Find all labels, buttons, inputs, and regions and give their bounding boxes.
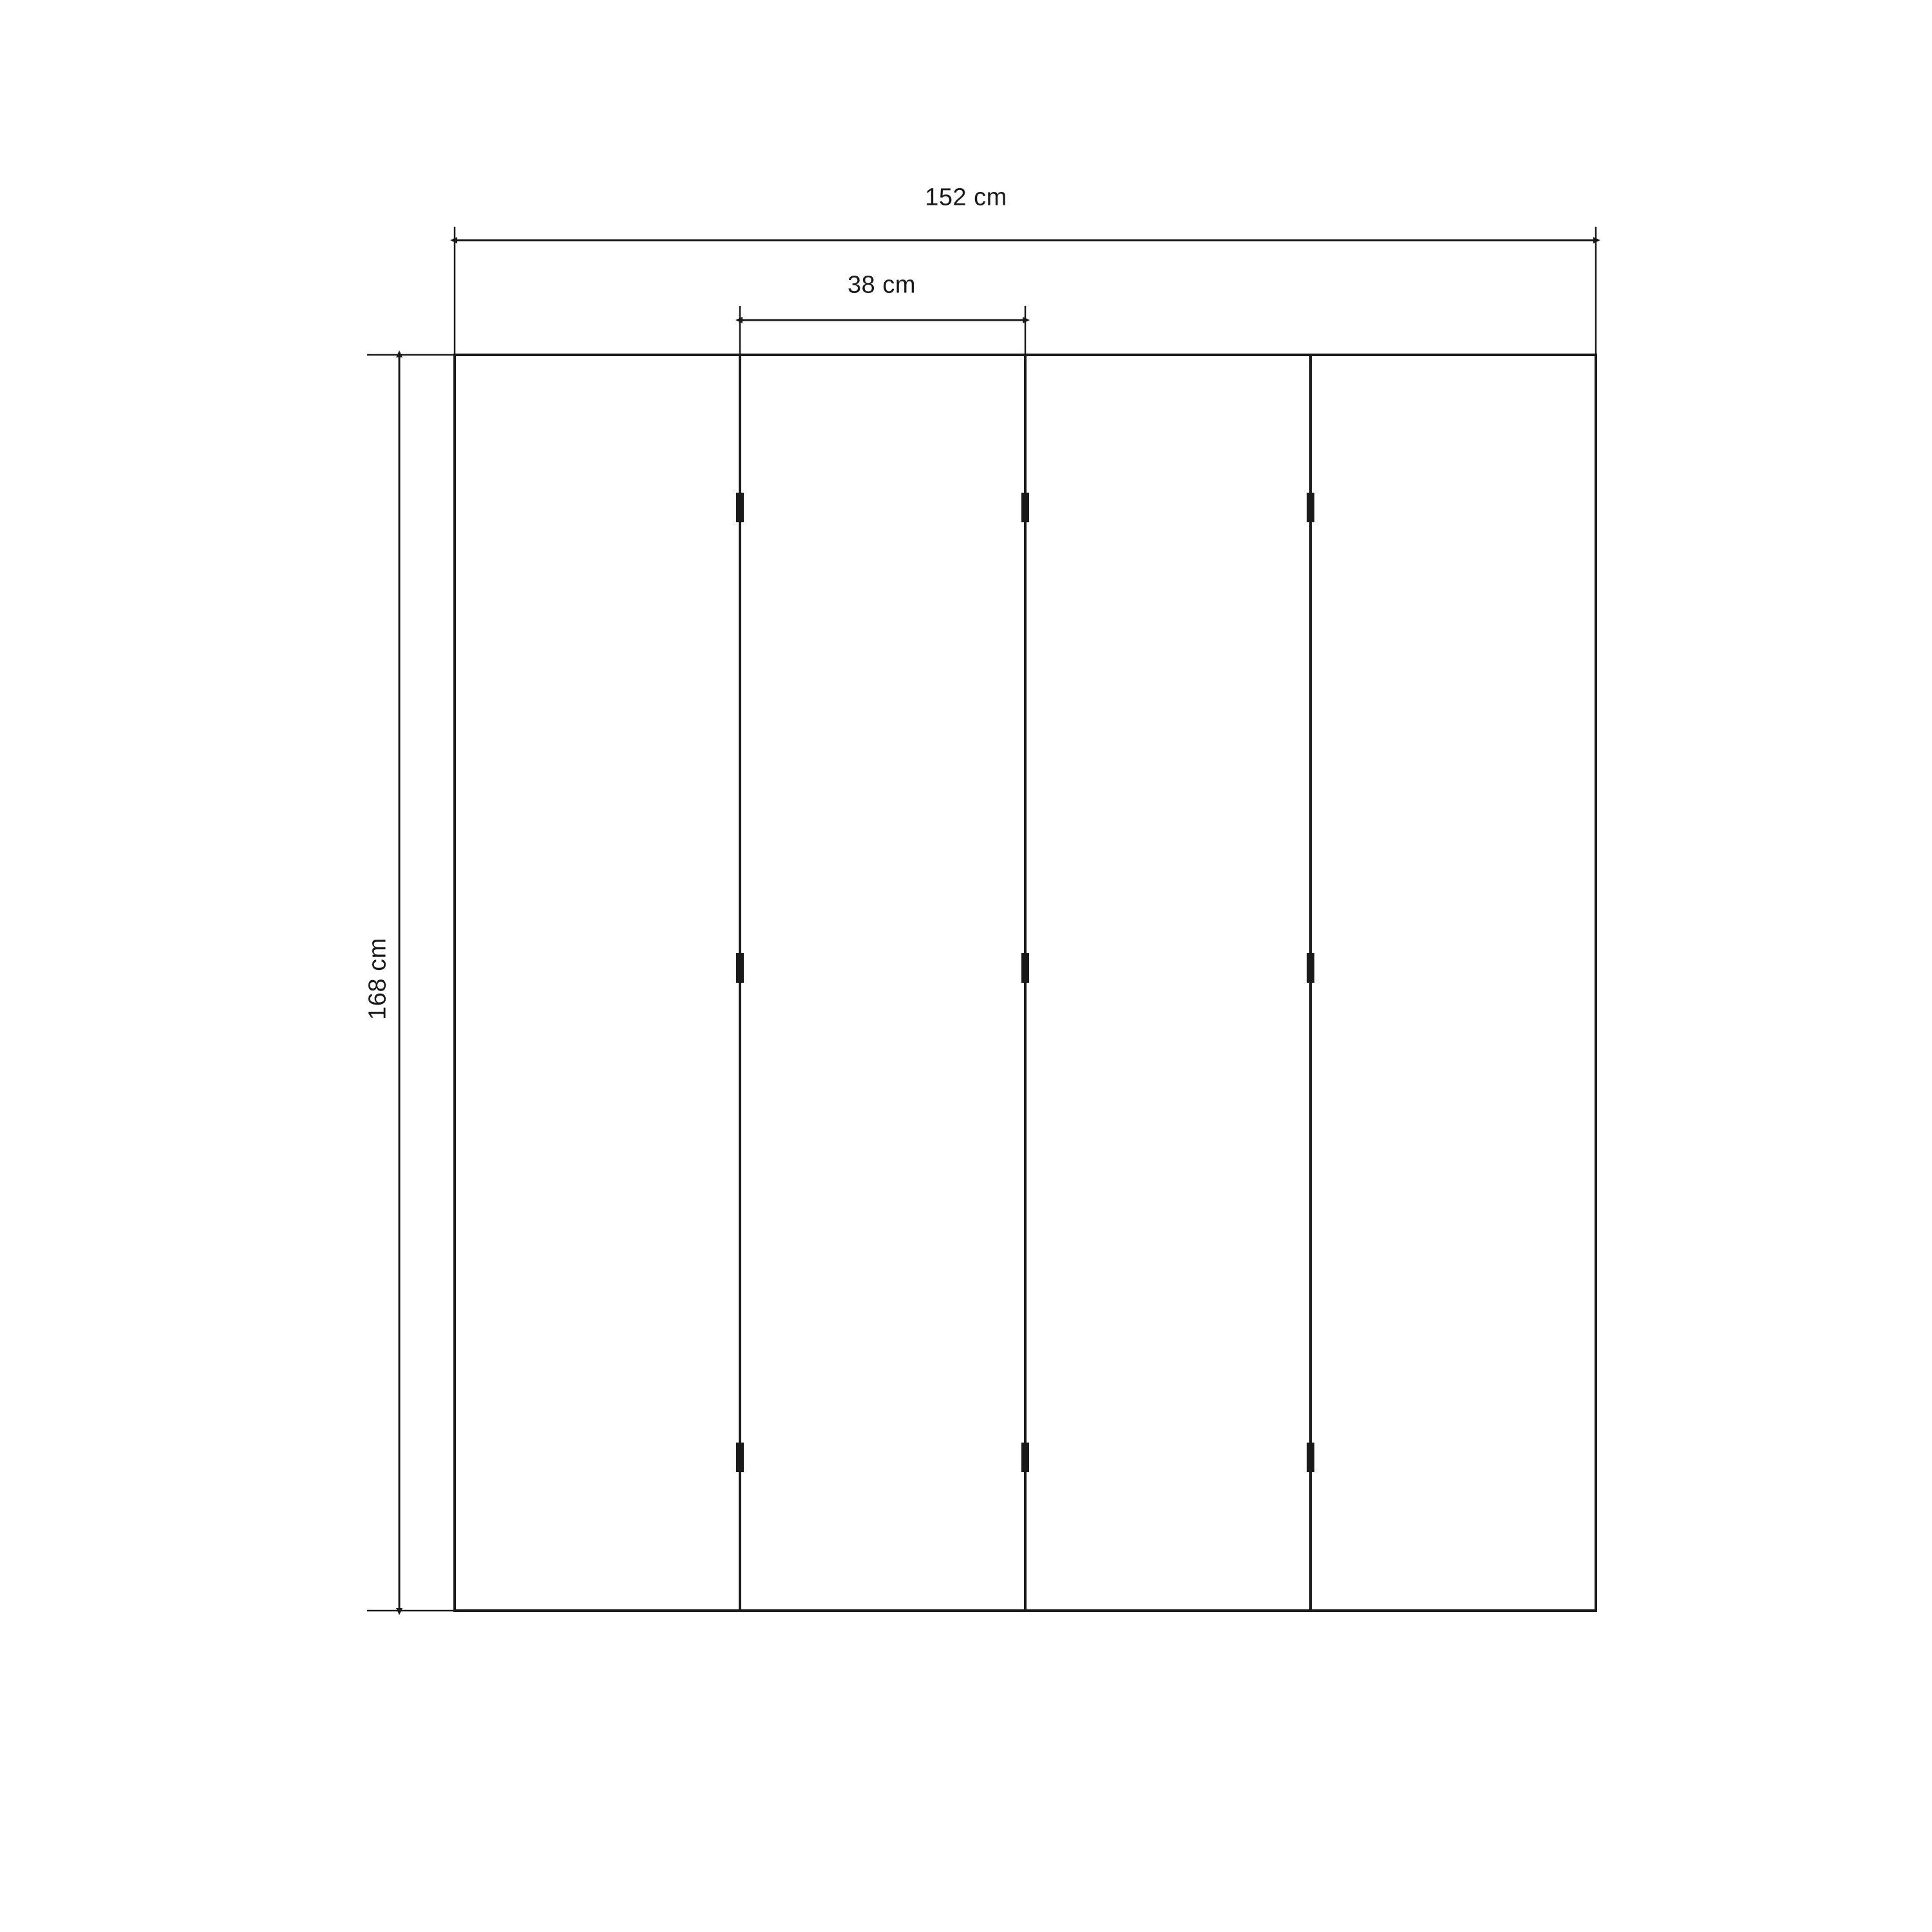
- dimension-label-total-height: 168 cm: [364, 938, 392, 1020]
- panel-3: [1025, 355, 1311, 1611]
- dimension-label-total-width: 152 cm: [925, 184, 1007, 211]
- hinge-icon: [736, 493, 744, 522]
- hinge-icon: [1307, 953, 1314, 983]
- panel-2: [740, 355, 1025, 1611]
- panel-4: [1311, 355, 1596, 1611]
- hinge-icon: [736, 1443, 744, 1472]
- hinge-icon: [1021, 493, 1029, 522]
- hinge-icon: [1021, 953, 1029, 983]
- dimension-label-panel-width: 38 cm: [848, 271, 916, 299]
- hinge-icon: [1307, 493, 1314, 522]
- hinge-icon: [1021, 1443, 1029, 1472]
- hinge-icon: [1307, 1443, 1314, 1472]
- hinge-icon: [736, 953, 744, 983]
- panel-1: [455, 355, 740, 1611]
- panel-width-dimension: [740, 306, 1025, 355]
